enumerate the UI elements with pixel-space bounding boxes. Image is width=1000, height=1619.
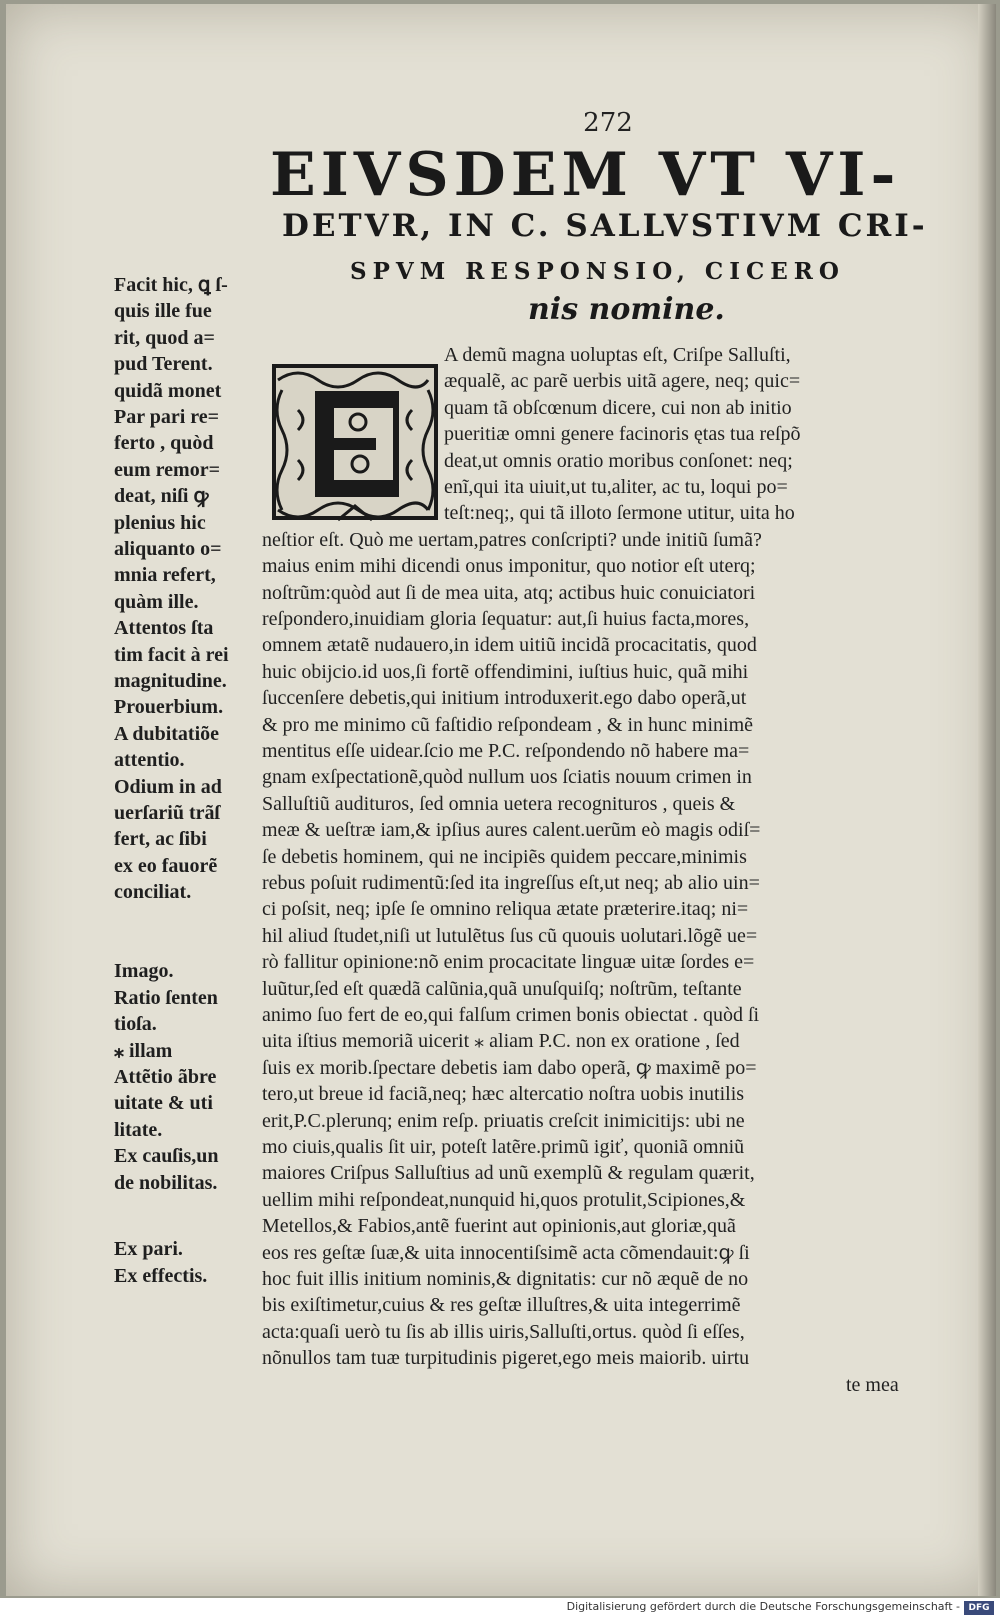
margin-note: magnitudine.: [114, 670, 227, 692]
text-line: noſtrũm:quòd aut ſi de mea uita, atq; actibus huic conuiciatori: [262, 581, 756, 604]
margin-note: quis ille fue: [114, 300, 212, 323]
text-line: maius enim mihi dicendi onus imponitur, quo notior eſt uterq;: [262, 555, 756, 578]
margin-note: ferto , quòd: [114, 432, 214, 455]
margin-note: litate.: [114, 1118, 163, 1141]
text-line: reſpondero,inuidiam gloria ſequatur: aut,ſi huius facta,mores,: [262, 608, 750, 630]
text-line: Metellos,& Fabios,antẽ fuerint aut opinionis,aut gloriæ,quã: [262, 1215, 736, 1238]
margin-note: eum remor=: [114, 458, 220, 481]
margin-note: ex eo fauorẽ: [114, 854, 218, 877]
text-line: luũtur,ſed eſt quædã calũnia,quã unuſquiſq; noſtrũm, teſtante: [262, 977, 742, 1000]
title-line-2: DETVR, IN C. SALLVSTIVM CRI-: [282, 208, 928, 244]
margin-note: Ex effectis.: [114, 1265, 208, 1287]
footer-bar: [0, 1598, 1000, 1619]
title-line-4: nis nomine.: [528, 292, 725, 327]
text-line: deat,ut omnis oratio moribus conſonet: neq;: [444, 449, 793, 472]
margin-note: conciliat.: [114, 881, 192, 904]
margin-note: Attẽtio ãbre: [114, 1066, 217, 1088]
text-line: uita iſtius memoriã uicerit ⁎ aliam P.C. non ex oratione , ſed: [262, 1030, 740, 1053]
footer-credit: Digitalisierung gefördert durch die Deutsche Forschungsgemeinschaft -: [566, 1600, 960, 1613]
text-line: mentitus eſſe uidear.ſcio me P.C. reſpondendo nõ habere ma=: [262, 740, 750, 762]
text-line: hoc fuit illis initium nominis,& dignitatis: cur nõ æquẽ de no: [262, 1268, 749, 1290]
text-line: meæ & ueſtræ iam,& ipſius aures calent.uerũm eò magis odiſ=: [262, 819, 761, 842]
text-line: ci poſsit, neq; ipſe ſe omnino reliqua ætate præterire.itaq; ni=: [262, 898, 749, 921]
text-line: hil aliud ſtudet,niſi ut lutulẽtus ſus cũ quouis uolutari.lõgẽ ue=: [262, 924, 758, 947]
text-line: ſuis ex morib.ſpectare debetis iam dabo operã, ꝙ maximẽ po=: [262, 1056, 757, 1079]
page-gutter: [978, 4, 996, 1596]
margin-note: de nobilitas.: [114, 1171, 218, 1194]
margin-note: aliquanto o=: [114, 538, 222, 560]
margin-note: Odium in ad: [114, 775, 222, 798]
margin-note: fert, ac ſibi: [114, 828, 207, 851]
text-line: animo ſuo fert de eo,qui falſum crimen bonis obiectat . quòd ſi: [262, 1004, 760, 1026]
margin-note: Imago.: [114, 960, 174, 983]
margin-note: Ratio ſenten: [114, 986, 218, 1009]
margin-note: A dubitatiõe: [114, 722, 220, 745]
margin-note: tioſa.: [114, 1013, 157, 1036]
text-line: mo ciuis,qualis ſit uir, poteſt latẽre.primũ igiť, quoniã omniũ: [262, 1136, 745, 1158]
text-line: tero,ut breue id faciã,neq; hæc altercatio noſtra uobis inutilis: [262, 1083, 745, 1106]
text-line: neſtior eſt. Quò me uertam,patres conſcripti? unde initiũ ſumã?: [262, 528, 762, 551]
margin-note: Ex cauſis,un: [114, 1145, 219, 1168]
text-line: teſt:neq;, qui tã illoto ſermone utitur, uita ho: [444, 502, 795, 525]
margin-note: Facit hic, ꝗ ſ-: [114, 274, 228, 296]
text-line: pueritiæ omni genere facinoris ętas tua reſpõ: [444, 423, 801, 446]
margin-note: uerſariũ trãſ: [114, 802, 221, 824]
text-line: maiores Criſpus Salluſtius ad unũ exemplũ & regulam quærit,: [262, 1162, 755, 1185]
title-line-3: SPVM RESPONSIO, CICERO: [350, 258, 845, 285]
margin-note: deat, niſi ꝙ: [114, 485, 209, 508]
text-line: omnem ætatẽ nudauero,in idem uitiũ incidã procacitatis, quod: [262, 634, 757, 657]
margin-note: Par pari re=: [114, 406, 220, 428]
margin-note: quàm ille.: [114, 590, 199, 613]
text-line: huic obijcio.id uos,ſi fortẽ offendimini, iuſtius huic, quã mihi: [262, 660, 749, 683]
text-line: ſuccenſere debetis,qui initium introduxerit.ego dabo operã,ut: [262, 687, 747, 710]
margin-note: uitate & uti: [114, 1092, 213, 1115]
text-line: nõnullos tam tuæ turpitudinis pigeret,ego meis maiorib. uirtu: [262, 1347, 750, 1370]
text-line: rebus poſuit rudimentũ:ſed ita ingreſſus eſt,ut neq; ab alio uin=: [262, 872, 760, 894]
text-line: A demũ magna uoluptas eſt, Criſpe Salluſti,: [444, 344, 791, 366]
margin-note: attentio.: [114, 749, 185, 772]
text-line: rò fallitur opinione:nõ enim procacitate linguæ uitæ ſordes e=: [262, 951, 755, 974]
title-line-1: EIVSDEM VT VI-: [270, 140, 901, 210]
margin-note: rit, quod a=: [114, 326, 215, 349]
margin-note: plenius hic: [114, 511, 206, 534]
text-line: & pro me minimo cũ faſtidio reſpondeam , & in hunc minimẽ: [262, 713, 754, 736]
text-line: uellim mihi reſpondeat,nunquid hi,quos protulit,Scipiones,&: [262, 1188, 746, 1211]
margin-note: pud Terent.: [114, 353, 213, 376]
text-line: ſe debetis hominem, qui ne incipiẽs quidem peccare,minimis: [262, 845, 747, 868]
text-line: enĩ,qui ita uiuit,ut tu,aliter, ac tu, loqui po=: [444, 476, 788, 498]
text-line: bis exiſtimetur,cuius & res geſtæ illuſtres,& uita integerrimẽ: [262, 1294, 741, 1317]
text-line: quam tã obſcœnum dicere, cui non ab initio: [444, 396, 792, 419]
text-line: gnam exſpectationẽ,quòd nullum uos ſciatis nouum crimen in: [262, 766, 752, 789]
text-line: eos res geſtæ ſuæ,& uita innocentiſsimẽ acta cõmendauit:ꝙ ſi: [262, 1241, 750, 1264]
text-line: erit,P.C.plerunq; enim reſp. priuatis creſcit inimicitijs: ubi ne: [262, 1109, 745, 1132]
dfg-logo: DFG: [964, 1601, 994, 1615]
text-line: te mea: [846, 1373, 899, 1396]
text-line: Salluſtiũ audituros, ſed omnia uetera recognituros , queis &: [262, 792, 736, 815]
decorated-initial-e: [268, 360, 442, 530]
margin-note: ⁎ illam: [114, 1039, 173, 1062]
margin-note: Prouerbium.: [114, 696, 224, 719]
text-line: acta:quaſi uerò tu ſis ab illis uiris,Salluſti,ortus. quòd ſi eſſes,: [262, 1320, 745, 1343]
margin-note: Attentos ſta: [114, 617, 214, 640]
margin-note: Ex pari.: [114, 1238, 183, 1260]
margin-note: mnia refert,: [114, 564, 216, 587]
margin-note: tim facit à rei: [114, 643, 229, 666]
margin-note: quidã monet: [114, 379, 222, 402]
text-line: æqualẽ, ac parẽ uerbis uitã agere, neq; quic=: [444, 370, 801, 393]
page-number: 272: [583, 108, 633, 138]
